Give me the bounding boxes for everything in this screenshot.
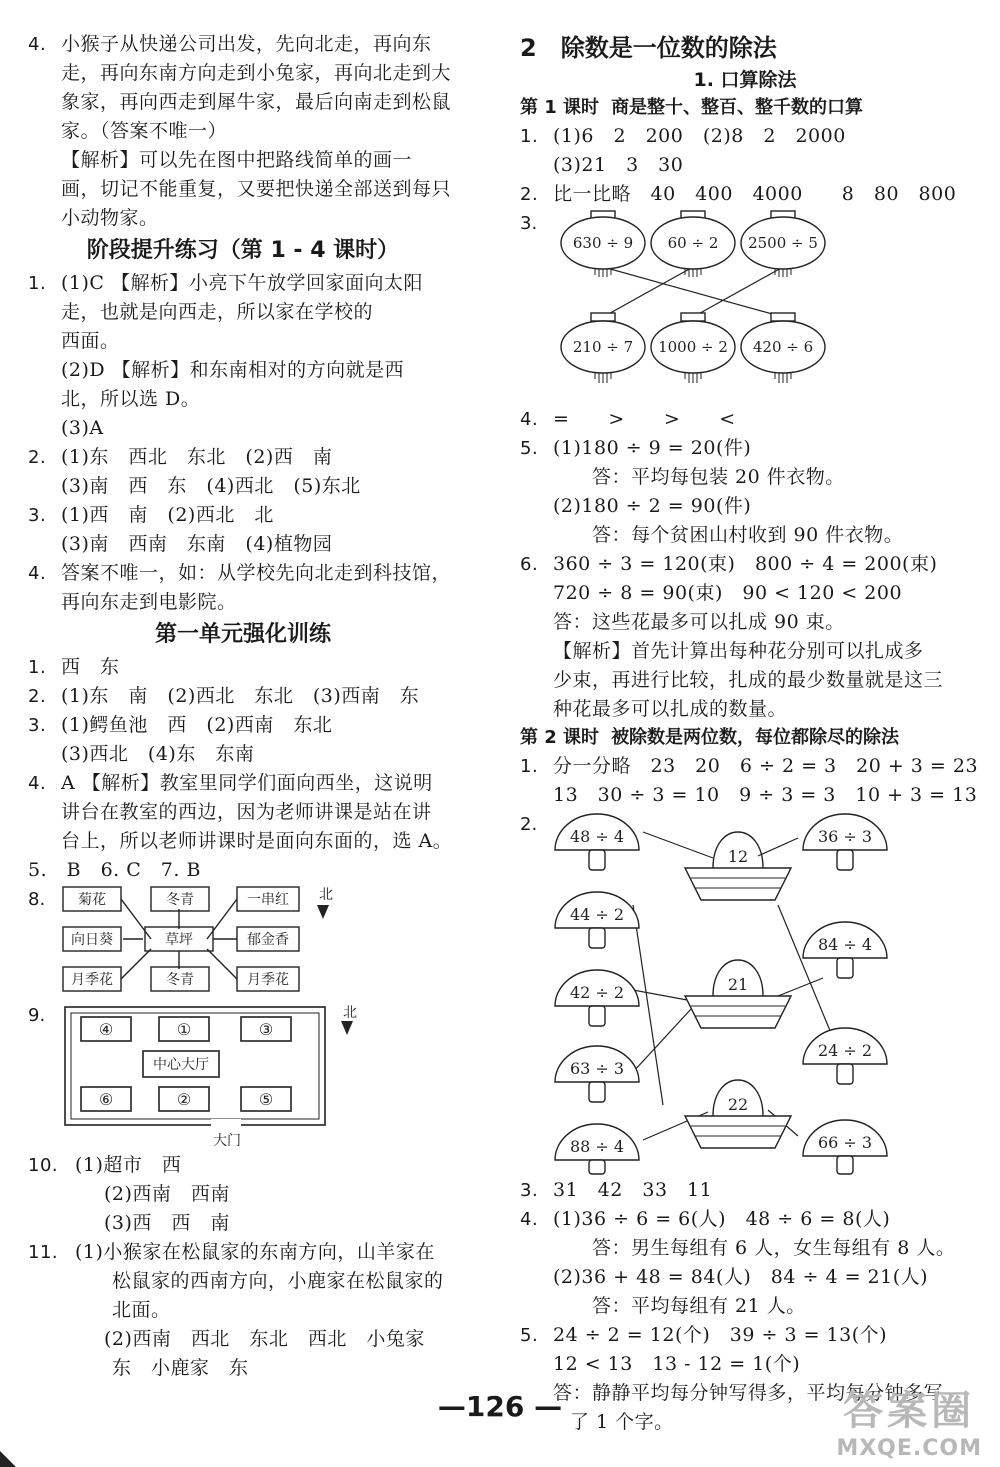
basket-2: 22 xyxy=(727,1095,749,1114)
mushroom-left-1: 44 ÷ 2 xyxy=(569,905,625,924)
basket-1: 21 xyxy=(727,975,749,994)
unit-q5-7: 5. B 6. C 7. B xyxy=(28,859,201,881)
mushroom-left-2: 42 ÷ 2 xyxy=(569,983,625,1002)
unit-q1: 1. 西 东 xyxy=(28,656,120,678)
section-title-unit: 第一单元强化训练 xyxy=(154,622,331,647)
stage-q1: 1. (1)C 【解析】小亮下午放学回家面向太阳 走，也就是向西走，所以家在学校的 西面。 (2)D 【解析】和东南相对的方向就是西 北，所以选 D。 (3)A xyxy=(28,272,423,439)
lantern-top-0: 630 ÷ 9 xyxy=(572,234,634,252)
unit-q2: 2. (1)东 南 (2)西北 东北 (3)西南 东 xyxy=(28,685,420,707)
mushroom-right-2: 24 ÷ 2 xyxy=(817,1041,873,1060)
q9-north-label: 北 xyxy=(343,1005,357,1021)
q9-room-top-0: ④ xyxy=(98,1020,114,1039)
q8-cell-1: 冬青 xyxy=(166,892,194,908)
l2-q5: 5. 24 ÷ 2 = 12(个) 39 ÷ 3 = 13(个) 12 < 13 13 - 12 = 1(个) 答：静静平均每分钟写得多，平均每分钟多写 了 1 个字。 xyxy=(520,1324,944,1433)
mushroom-right-0: 36 ÷ 3 xyxy=(817,827,873,846)
q9-room-bottom-2: ⑤ xyxy=(258,1090,274,1109)
north-arrow-icon xyxy=(341,1021,353,1035)
q9-gate-label: 大门 xyxy=(213,1133,241,1149)
l2-q1: 1. 分一分略 23 20 6 ÷ 2 = 3 20 + 3 = 23 13 30 ÷ 3 = 10 9 ÷ 3 = 3 10 + 3 = 13 xyxy=(520,755,979,806)
l1-q5: 5. (1)180 ÷ 9 = 20(件) 答：平均每包装 20 件衣物。 (2)180 ÷ 2 = 90(件) 答：每个贫困山村收到 90 件衣物。 xyxy=(520,437,904,546)
mushroom-left-0: 48 ÷ 4 xyxy=(569,827,625,846)
unit-q8: 8. 菊花 冬青 一串红 向日葵 草坪 郁金香 月季花 冬青 月季花 北 xyxy=(28,885,458,1001)
corner-mark xyxy=(0,1451,16,1467)
q8-cell-8: 月季花 xyxy=(247,972,289,988)
l1-q3: 3. 630 ÷ 9 60 ÷ 2 2500 ÷ 5 210 ÷ 7 1000 ÷ 2 420 ÷ 6 xyxy=(520,209,970,405)
q8-cell-5: 郁金香 xyxy=(247,932,289,948)
lantern-bottom-1: 1000 ÷ 2 xyxy=(658,338,728,356)
mushroom-left-3: 63 ÷ 3 xyxy=(569,1059,625,1078)
right-column xyxy=(520,30,979,1437)
q9-room-bottom-0: ⑥ xyxy=(98,1090,114,1109)
unit-q9: 9. ④ ① ③ 中心大厅 ⑥ ② ⑤ 大门 北 xyxy=(28,1001,458,1151)
mushroom-right-3: 66 ÷ 3 xyxy=(817,1133,873,1152)
lesson2-heading: 第 2 课时 被除数是两位数，每位都除尽的除法 xyxy=(520,727,900,748)
watermark-title: 答案圈 xyxy=(843,1388,976,1434)
chapter-title: 2 除数是一位数的除法 xyxy=(520,34,777,62)
q9-room-bottom-1: ② xyxy=(176,1090,192,1109)
lantern-top-1: 60 ÷ 2 xyxy=(667,234,719,252)
mushrooms-right xyxy=(803,814,887,1174)
unit-q11: 11. (1)小猴家在松鼠家的东南方向，山羊家在 松鼠家的西南方向，小鹿家在松鼠家的 北面。 (2)西南 西北 东北 西北 小兔家 东 小鹿家 东 xyxy=(28,1241,444,1379)
watermark-url: MXQE.COM xyxy=(836,1436,982,1461)
floor-plan-diagram xyxy=(61,1003,381,1153)
stage-q4: 4. 答案不唯一，如：从学校先向北走到科技馆， 再向东走到电影院。 xyxy=(28,562,452,613)
q8-cell-4: 草坪 xyxy=(165,932,193,948)
q8-north-label: 北 xyxy=(319,887,333,903)
mushroom-basket-diagram xyxy=(553,810,973,1176)
q8-cell-7: 冬青 xyxy=(166,972,194,988)
unit-q10: 10. (1)超市 西 (2)西南 西南 (3)西 西 南 xyxy=(28,1154,230,1234)
page-number: —126 — xyxy=(437,1390,563,1423)
lesson1-heading: 第 1 课时 商是整十、整百、整千数的口算 xyxy=(520,97,864,118)
l2-q3: 3. 31 42 33 11 xyxy=(520,1179,713,1201)
q9-room-top-1: ① xyxy=(176,1020,192,1039)
flower-bed-diagram xyxy=(61,885,381,1001)
lantern-bottom-0: 210 ÷ 7 xyxy=(572,338,634,356)
watermark-logo xyxy=(836,1379,982,1461)
basket-0: 12 xyxy=(727,847,749,866)
lantern-bottom-2: 420 ÷ 6 xyxy=(752,338,814,356)
q8-cell-3: 向日葵 xyxy=(71,932,113,948)
q8-cell-0: 菊花 xyxy=(78,892,106,908)
subsection-title: 1. 口算除法 xyxy=(693,69,797,91)
stage-q2: 2. (1)东 西北 东北 (2)西 南 (3)南 西 东 (4)西北 (5)东北 xyxy=(28,446,361,497)
l1-q2: 2. 比一比略 40 400 4000 8 80 800 xyxy=(520,183,957,205)
q8-cell-2: 一串红 xyxy=(247,892,289,908)
q8-cell-6: 月季花 xyxy=(71,972,113,988)
l2-q4: 4. (1)36 ÷ 6 = 6(人) 48 ÷ 6 = 8(人) 答：男生每组有 6 人，女生每组有 8 人。 (2)36 + 48 = 84(人) 84 ÷ 4 = 21(人) 答：平均每组有 21 人。 xyxy=(520,1208,956,1317)
left-q4: 4. 小猴子从快递公司出发，先向北走，再向东 走，再向东南方向走到小兔家，再向北走到大 象家，再向西走到犀牛家，最后向南走到松鼠 家。（答案不唯一） 【解析】可以先在图中把路线简单的画一 画，切记不能重复，又要把快递全部送到每只 小动物家。 xyxy=(28,33,452,229)
mushroom-left-4: 88 ÷ 4 xyxy=(569,1137,625,1156)
unit-q4: 4. A 【解析】教室里同学们面向西坐，这说明 讲台在教室的西边，因为老师讲课是站在讲 台上，所以老师讲课时是面向东面的，选 A。 xyxy=(28,772,453,852)
lantern-top-2: 2500 ÷ 5 xyxy=(748,234,818,252)
q9-center-hall: 中心大厅 xyxy=(153,1057,209,1073)
stage-q3: 3. (1)西 南 (2)西北 北 (3)南 西南 东南 (4)植物园 xyxy=(28,504,333,555)
section-title-stage: 阶段提升练习（第 1 - 4 课时） xyxy=(86,238,400,263)
q9-room-top-2: ③ xyxy=(258,1020,274,1039)
l2-q2: 2. 48 ÷ 4 44 ÷ 2 42 ÷ 2 63 ÷ 3 88 ÷ 4 36 ÷ 3 84 ÷ 4 24 ÷ 2 66 ÷ 3 12 21 22 xyxy=(520,810,970,1176)
l1-q1: 1. (1)6 2 200 (2)8 2 2000 (3)21 3 30 xyxy=(520,125,846,176)
left-column xyxy=(28,30,458,1383)
north-arrow-icon xyxy=(317,905,329,919)
l1-q4: 4. = > > < xyxy=(520,408,736,430)
l1-q6: 6. 360 ÷ 3 = 120(束) 800 ÷ 4 = 200(束) 720 ÷ 8 = 90(束) 90 < 120 < 200 答：这些花最多可以扎成 90 束。 【解析】首先计算出每种花分别可以扎成多 少束，再进行比较，扎成的最少数量就是这三 种花最多可以扎成的数量。 xyxy=(520,553,944,720)
unit-q3: 3. (1)鳄鱼池 西 (2)西南 东北 (3)西北 (4)东 东南 xyxy=(28,714,333,765)
mushroom-right-1: 84 ÷ 4 xyxy=(817,935,873,954)
lantern-matching-diagram xyxy=(553,209,853,405)
